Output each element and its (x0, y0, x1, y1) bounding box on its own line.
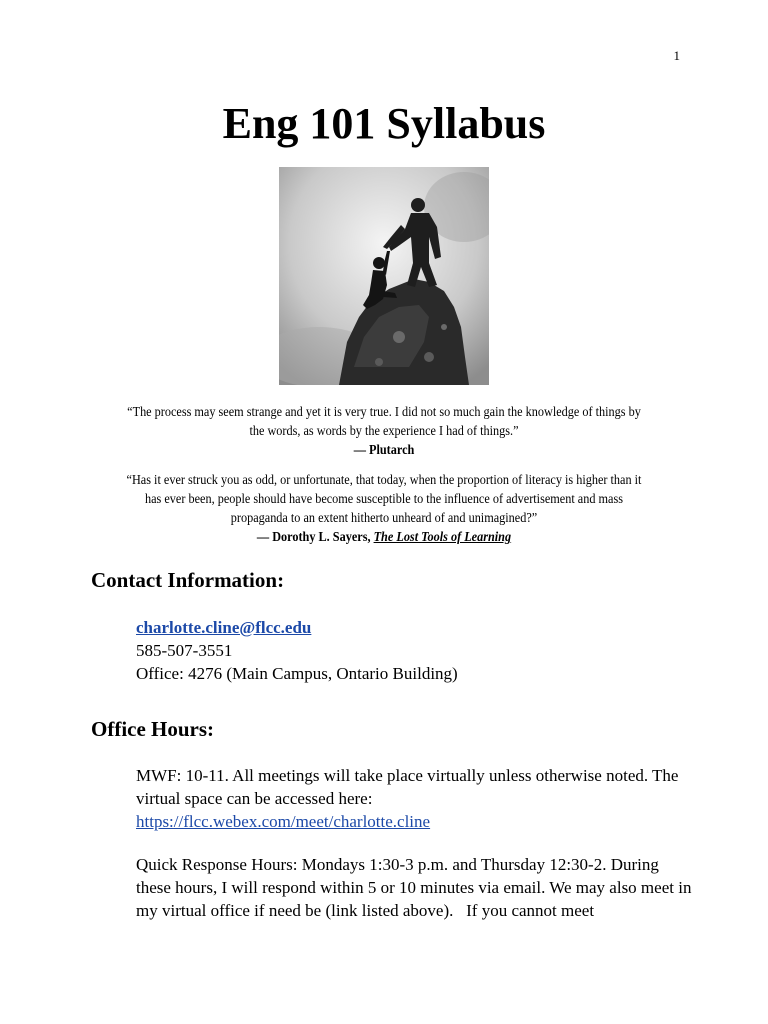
office-location: Office: 4276 (Main Campus, Ontario Building) (136, 664, 458, 683)
quote-author: — Dorothy L. Sayers, (256, 529, 371, 544)
quick-response-paragraph: Quick Response Hours: Mondays 1:30-3 p.m. and Thursday 12:30-2. During these hours, I will respond within 5 or 10 minutes via email. We may also meet in my virtual office if need be (link listed above). If you cannot meet (136, 855, 692, 920)
quote-text: “The process may seem strange and yet it is very true. I did not so much gain the knowledge of things by the words, as words by the experience I had of things.” (127, 404, 641, 438)
quote-attribution: — Plutarch (353, 442, 415, 457)
quote-attribution (123, 527, 646, 546)
page-title: Eng 101 Syllabus (222, 99, 546, 148)
contact-block (136, 616, 696, 685)
email-link[interactable]: charlotte.cline@flcc.edu (136, 618, 312, 637)
office-hours-heading: Office Hours: (91, 717, 215, 741)
phone-number: 585-507-3551 (136, 641, 233, 660)
quote-text: “Has it ever struck you as odd, or unfortunate, that today, when the proportion of literacy is higher than it has ever been, people should have become susceptible to the influence of advertisement and mass propaganda to an extent hitherto unheard of and unimagined?” (126, 472, 642, 525)
office-hours-schedule: MWF: 10-11. All meetings will take place virtually unless otherwise noted. The virtual space can be accessed here: (136, 766, 679, 808)
quote-sayers (123, 470, 646, 546)
climber-silhouette-image (279, 167, 489, 385)
quote-work-title: The Lost Tools of Learning (373, 529, 512, 544)
quote-plutarch (123, 402, 646, 459)
office-hours-block (136, 764, 696, 833)
webex-link[interactable]: https://flcc.webex.com/meet/charlotte.cline (136, 812, 431, 831)
page-number: 1 (673, 48, 680, 63)
contact-heading: Contact Information: (91, 568, 285, 592)
